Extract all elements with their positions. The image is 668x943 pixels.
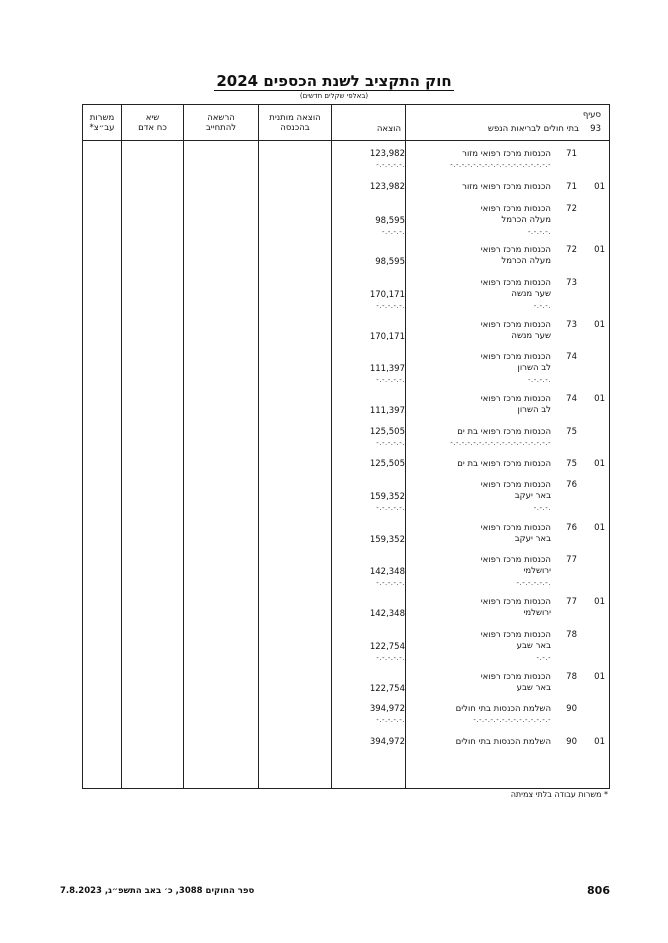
row-code: 74 (566, 352, 577, 362)
row-amount: 123,982 (369, 149, 405, 159)
row-code: 90 (566, 704, 577, 714)
row-name: השלמת הכנסות בתי חולים (455, 704, 551, 714)
row-code: 77 (566, 597, 577, 607)
row-name: הכנסות מרכז רפואי באר יעקב (480, 523, 551, 544)
row-amount: 159,352 (369, 535, 405, 545)
header-section: סעיף (582, 110, 601, 120)
row-amount-dots: -.-.-.-.-. (376, 439, 405, 447)
row-name: הכנסות מרכז רפואי באר שבע (480, 630, 551, 651)
row-sub: 01 (594, 737, 605, 747)
row-amount: 394,972 (369, 737, 405, 747)
header-authorization: הרשאה להתחייב (205, 113, 237, 133)
row-amount-dots: -.-.-.-. (381, 228, 405, 236)
row-code: 73 (566, 278, 577, 288)
row-amount-dots: -.-.-.-.-. (376, 716, 405, 724)
row-name: הכנסות מרכז רפואי באר יעקב (480, 480, 551, 501)
col-divider (183, 105, 184, 788)
header-peak: שיא כח אדם (138, 113, 167, 133)
row-sub: 01 (594, 672, 605, 682)
footnote: * משרות עבודה בלתי צמיתה (510, 790, 608, 799)
row-sub: 01 (594, 320, 605, 330)
row-sub: 01 (594, 459, 605, 469)
row-code: 74 (566, 394, 577, 404)
row-name: הכנסות מרכז רפואי מעלה הכרמל (480, 204, 551, 225)
row-amount: 122,754 (369, 684, 405, 694)
row-sub: 01 (594, 245, 605, 255)
row-code: 75 (566, 459, 577, 469)
row-amount: 122,754 (369, 642, 405, 652)
header-divider (83, 140, 609, 141)
row-amount-dots: -.-.-.-.-. (376, 161, 405, 169)
row-amount-dots: -.-.-.-.-. (376, 504, 405, 512)
col-divider (121, 105, 122, 788)
row-sub: 01 (594, 523, 605, 533)
row-code: 76 (566, 523, 577, 533)
row-name: הכנסות מרכז רפואי לב השרון (480, 352, 551, 373)
row-code: 73 (566, 320, 577, 330)
row-name: הכנסות מרכז רפואי ירושלמי (480, 555, 551, 576)
row-amount: 111,397 (369, 406, 405, 416)
row-amount-dots: -.-.-.-.-. (376, 302, 405, 310)
row-dots: -.-.-.-.-.-.-.-.-.-.-.-.-.- (473, 716, 551, 724)
row-amount: 170,171 (369, 332, 405, 342)
row-amount: 159,352 (369, 492, 405, 502)
row-amount: 125,505 (369, 427, 405, 437)
header-positions: משרות עב״צ* (89, 113, 115, 133)
row-name: הכנסות מרכז רפואי לב השרון (480, 394, 551, 415)
row-code: 71 (566, 182, 577, 192)
row-amount-dots: -.-.-.-.-. (376, 579, 405, 587)
row-amount: 98,595 (375, 216, 405, 226)
publication-info: ספר החוקים 3088, כ׳ באב התשפ״ג, 7.8.2023 (60, 886, 255, 896)
row-name: הכנסות מרכז רפואי ירושלמי (480, 597, 551, 618)
row-amount-dots: -.-.-.-.-. (376, 654, 405, 662)
row-name: הכנסות מרכז רפואי מזור (462, 149, 551, 159)
row-dots: -.-.-.-.-.-.-.-.-.-.-.-.-.-.-.-.-.- (450, 161, 551, 169)
row-code: 75 (566, 427, 577, 437)
row-dots: -.-.-.-. (527, 376, 551, 384)
page-title: חוק התקציב לשנת הכספים 2024 (216, 72, 452, 90)
row-name: הכנסות מרכז רפואי בת ים (457, 459, 551, 469)
header-conditional: הוצאה מותנית בהכנסה (269, 113, 321, 133)
row-code: 78 (566, 672, 577, 682)
header-section-name: בתי חולים לבריאות הנפש (487, 124, 579, 134)
row-amount: 98,595 (375, 257, 405, 267)
row-sub: 01 (594, 394, 605, 404)
row-dots: -.-.-.-. (527, 228, 551, 236)
page-number: 806 (587, 884, 610, 897)
row-amount: 123,982 (369, 182, 405, 192)
col-divider (258, 105, 259, 788)
row-amount: 142,348 (369, 609, 405, 619)
row-dots: -.-.-. (533, 302, 551, 310)
row-sub: 01 (594, 182, 605, 192)
row-dots: -.-.-.-.-.-.-.-.-.-.-.-.-.-.-.-.-.- (450, 439, 551, 447)
row-code: 78 (566, 630, 577, 640)
col-divider (331, 105, 332, 788)
header-expense: הוצאה (376, 124, 401, 134)
row-dots: -.-.- (536, 654, 551, 662)
row-code: 90 (566, 737, 577, 747)
row-amount: 125,505 (369, 459, 405, 469)
row-name: השלמת הכנסות בתי חולים (455, 737, 551, 747)
row-amount: 142,348 (369, 567, 405, 577)
col-divider (405, 105, 406, 788)
row-amount: 111,397 (369, 364, 405, 374)
page-subtitle: (באלפי שקלים חדשים) (299, 92, 369, 100)
budget-table (82, 104, 610, 789)
row-name: הכנסות מרכז רפואי שער מנשה (480, 320, 551, 341)
row-amount-dots: -.-.-.-.-. (376, 376, 405, 384)
row-dots: -.-.-. (533, 504, 551, 512)
row-amount: 394,972 (369, 704, 405, 714)
row-name: הכנסות מרכז רפואי שער מנשה (480, 278, 551, 299)
row-amount: 170,171 (369, 290, 405, 300)
row-name: הכנסות מרכז רפואי מזור (462, 182, 551, 192)
row-code: 76 (566, 480, 577, 490)
row-name: הכנסות מרכז רפואי באר שבע (480, 672, 551, 693)
row-code: 72 (566, 245, 577, 255)
row-code: 77 (566, 555, 577, 565)
row-code: 71 (566, 149, 577, 159)
header-section-code: 93 (590, 124, 601, 134)
row-name: הכנסות מרכז רפואי בת ים (457, 427, 551, 437)
row-code: 72 (566, 204, 577, 214)
row-dots: -.-.-.-.-.-. (516, 579, 551, 587)
row-name: הכנסות מרכז רפואי מעלה הכרמל (480, 245, 551, 266)
row-sub: 01 (594, 597, 605, 607)
